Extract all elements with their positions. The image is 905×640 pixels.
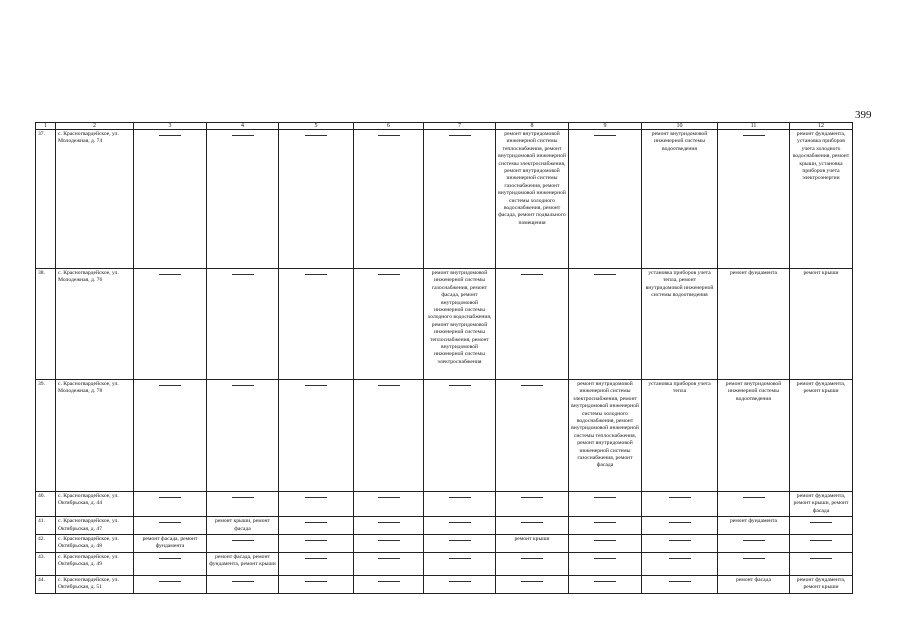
empty-cell [569, 130, 642, 269]
dash-mark [305, 497, 327, 498]
column-number: 8 [496, 123, 569, 130]
column-number: 12 [790, 123, 853, 130]
dash-mark [669, 497, 691, 498]
empty-cell [496, 575, 569, 593]
empty-cell [424, 517, 496, 535]
dash-mark [449, 581, 471, 582]
empty-cell [354, 269, 424, 380]
dash-mark [810, 558, 832, 559]
empty-cell [354, 575, 424, 593]
table-row [36, 130, 853, 269]
work-cell: ремонт внутридомовой инженерной системы водоотведения [642, 130, 718, 269]
empty-cell [207, 130, 279, 269]
table-row [36, 575, 853, 593]
dash-mark [743, 135, 765, 136]
row-number: 43. [36, 552, 56, 575]
dash-mark [232, 385, 254, 386]
empty-cell [718, 492, 790, 517]
empty-cell [279, 552, 354, 575]
column-number: 2 [56, 123, 134, 130]
dash-mark [743, 497, 765, 498]
dash-mark [159, 581, 181, 582]
dash-mark [159, 522, 181, 523]
dash-mark [594, 274, 616, 275]
empty-cell [424, 552, 496, 575]
empty-cell [718, 552, 790, 575]
empty-cell [569, 492, 642, 517]
dash-mark [159, 274, 181, 275]
work-cell: ремонт фундамента, установка приборов учета холодного водоснабжения, ремонт крыши, установка приборов учета электроэнергии [790, 130, 853, 269]
table-row [36, 517, 853, 535]
empty-cell [642, 535, 718, 553]
empty-cell [642, 552, 718, 575]
empty-cell [207, 492, 279, 517]
dash-mark [305, 540, 327, 541]
empty-cell [569, 552, 642, 575]
column-number: 9 [569, 123, 642, 130]
empty-cell [279, 269, 354, 380]
dash-mark [232, 581, 254, 582]
empty-cell [569, 575, 642, 593]
empty-cell [424, 380, 496, 492]
dash-mark [594, 540, 616, 541]
work-cell: ремонт фундамента [718, 269, 790, 380]
dash-mark [743, 540, 765, 541]
dash-mark [305, 385, 327, 386]
dash-mark [305, 558, 327, 559]
empty-cell [354, 552, 424, 575]
row-number: 40. [36, 492, 56, 517]
column-number: 11 [718, 123, 790, 130]
dash-mark [521, 558, 543, 559]
column-number: 4 [207, 123, 279, 130]
dash-mark [378, 522, 400, 523]
empty-cell [642, 517, 718, 535]
empty-cell [354, 380, 424, 492]
column-number: 6 [354, 123, 424, 130]
empty-cell [279, 130, 354, 269]
empty-cell [207, 535, 279, 553]
dash-mark [232, 274, 254, 275]
empty-cell [569, 517, 642, 535]
dash-mark [521, 497, 543, 498]
empty-cell [424, 535, 496, 553]
empty-cell [718, 130, 790, 269]
work-cell: ремонт крыши [790, 269, 853, 380]
column-number: 3 [134, 123, 207, 130]
empty-cell [207, 380, 279, 492]
empty-cell [207, 269, 279, 380]
table-row [36, 492, 853, 517]
empty-cell [424, 492, 496, 517]
dash-mark [449, 522, 471, 523]
dash-mark [594, 581, 616, 582]
work-cell: ремонт внутридомовой инженерной системы теплоснабжения, ремонт внутридомовой инженерной системы электроснабжения, ремонт внутридомовой инженерной системы газоснабжения, ремонт внутридомовой инженерной системы холодного водоснабжения, ремонт фасада, ремонт подвального помещения [496, 130, 569, 269]
dash-mark [378, 581, 400, 582]
dash-mark [159, 135, 181, 136]
dash-mark [449, 385, 471, 386]
work-cell: ремонт внутридомовой инженерной системы газоснабжения, ремонт фасада, ремонт внутридомовой инженерной системы холодного водоснабжения, ремонт внутридомовой инженерной системы теплоснабжения, ремонт внутридомовой инженерной системы электроснабжения [424, 269, 496, 380]
address-cell: с. Красногвардейское, ул. Молодежная, д. 76 [56, 269, 134, 380]
dash-mark [669, 558, 691, 559]
dash-mark [159, 385, 181, 386]
address-cell: с. Красногвардейское, ул. Октябрьская, д. 48 [56, 535, 134, 553]
column-number: 7 [424, 123, 496, 130]
work-cell: ремонт внутридомовой инженерной системы электроснабжения, ремонт внутридомовой инженерной системы холодного водоснабжения, ремонт внутридомовой инженерной системы теплоснабжения, ремонт внутридомовой инженерной системы газоснабжения, ремонт фасада [569, 380, 642, 492]
empty-cell [354, 130, 424, 269]
empty-cell [354, 517, 424, 535]
page-number: 399 [855, 109, 872, 121]
dash-mark [594, 558, 616, 559]
empty-cell [354, 492, 424, 517]
empty-cell [642, 575, 718, 593]
empty-cell [790, 517, 853, 535]
empty-cell [790, 552, 853, 575]
empty-cell [496, 269, 569, 380]
address-cell: с. Красногвардейское, ул. Молодежная, д. 78 [56, 380, 134, 492]
dash-mark [669, 581, 691, 582]
dash-mark [378, 497, 400, 498]
table-row [36, 535, 853, 553]
row-number: 44. [36, 575, 56, 593]
empty-cell [134, 552, 207, 575]
work-cell: установка приборов учета тепла [642, 380, 718, 492]
empty-cell [790, 535, 853, 553]
dash-mark [449, 497, 471, 498]
column-number: 5 [279, 123, 354, 130]
empty-cell [718, 535, 790, 553]
empty-cell [496, 552, 569, 575]
dash-mark [378, 385, 400, 386]
dash-mark [449, 135, 471, 136]
empty-cell [134, 380, 207, 492]
dash-mark [305, 135, 327, 136]
dash-mark [449, 558, 471, 559]
dash-mark [305, 522, 327, 523]
dash-mark [810, 522, 832, 523]
dash-mark [305, 274, 327, 275]
empty-cell [424, 575, 496, 593]
work-cell: ремонт фасада [718, 575, 790, 593]
dash-mark [594, 497, 616, 498]
dash-mark [669, 540, 691, 541]
empty-cell [134, 492, 207, 517]
row-number: 41. [36, 517, 56, 535]
work-cell: ремонт фундамента, ремонт крыши [790, 575, 853, 593]
empty-cell [569, 535, 642, 553]
empty-cell [279, 517, 354, 535]
work-cell: ремонт фундамента, ремонт крыши, ремонт фасада [790, 492, 853, 517]
empty-cell [496, 380, 569, 492]
dash-mark [378, 135, 400, 136]
dash-mark [594, 135, 616, 136]
repair-schedule-table [35, 122, 853, 594]
empty-cell [642, 492, 718, 517]
address-cell: с. Красногвардейское, ул. Молодежная, д. 74 [56, 130, 134, 269]
row-number: 42. [36, 535, 56, 553]
work-cell: ремонт фасада, ремонт фундамента, ремонт крыши [207, 552, 279, 575]
dash-mark [378, 274, 400, 275]
address-cell: с. Красногвардейское, ул. Октябрьская, д. 49 [56, 552, 134, 575]
empty-cell [279, 380, 354, 492]
work-cell: ремонт крыши, ремонт фасада [207, 517, 279, 535]
dash-mark [159, 497, 181, 498]
empty-cell [134, 575, 207, 593]
empty-cell [354, 535, 424, 553]
empty-cell [279, 535, 354, 553]
dash-mark [378, 558, 400, 559]
row-number: 39. [36, 380, 56, 492]
dash-mark [594, 522, 616, 523]
table-body [36, 123, 853, 594]
row-number: 37. [36, 130, 56, 269]
work-cell: ремонт фундамента, ремонт крыши [790, 380, 853, 492]
empty-cell [134, 269, 207, 380]
work-cell: установка приборов учета тепла, ремонт внутридомовой инженерной системы водоотведения [642, 269, 718, 380]
dash-mark [232, 497, 254, 498]
dash-mark [232, 540, 254, 541]
work-cell: ремонт фасада, ремонт фундамента [134, 535, 207, 553]
dash-mark [521, 522, 543, 523]
table-row [36, 380, 853, 492]
empty-cell [207, 575, 279, 593]
dash-mark [449, 540, 471, 541]
work-cell: ремонт внутридомовой инженерной системы водоотведения [718, 380, 790, 492]
empty-cell [279, 575, 354, 593]
dash-mark [521, 274, 543, 275]
table-row [36, 269, 853, 380]
work-cell: ремонт фундамента [718, 517, 790, 535]
dash-mark [810, 540, 832, 541]
dash-mark [521, 581, 543, 582]
address-cell: с. Красногвардейское, ул. Октябрьская, д. 44 [56, 492, 134, 517]
empty-cell [496, 492, 569, 517]
row-number: 38. [36, 269, 56, 380]
dash-mark [232, 135, 254, 136]
empty-cell [424, 130, 496, 269]
empty-cell [496, 517, 569, 535]
column-number: 10 [642, 123, 718, 130]
empty-cell [279, 492, 354, 517]
column-number-row [36, 123, 853, 130]
dash-mark [669, 522, 691, 523]
table-row [36, 552, 853, 575]
dash-mark [159, 558, 181, 559]
dash-mark [743, 558, 765, 559]
empty-cell [569, 269, 642, 380]
empty-cell [134, 517, 207, 535]
work-cell: ремонт крыши [496, 535, 569, 553]
dash-mark [305, 581, 327, 582]
address-cell: с. Красногвардейское, ул. Октябрьская, д. 51 [56, 575, 134, 593]
address-cell: с. Красногвардейское, ул. Октябрьская, д. 47 [56, 517, 134, 535]
column-number: 1 [36, 123, 56, 130]
dash-mark [378, 540, 400, 541]
dash-mark [521, 385, 543, 386]
empty-cell [134, 130, 207, 269]
